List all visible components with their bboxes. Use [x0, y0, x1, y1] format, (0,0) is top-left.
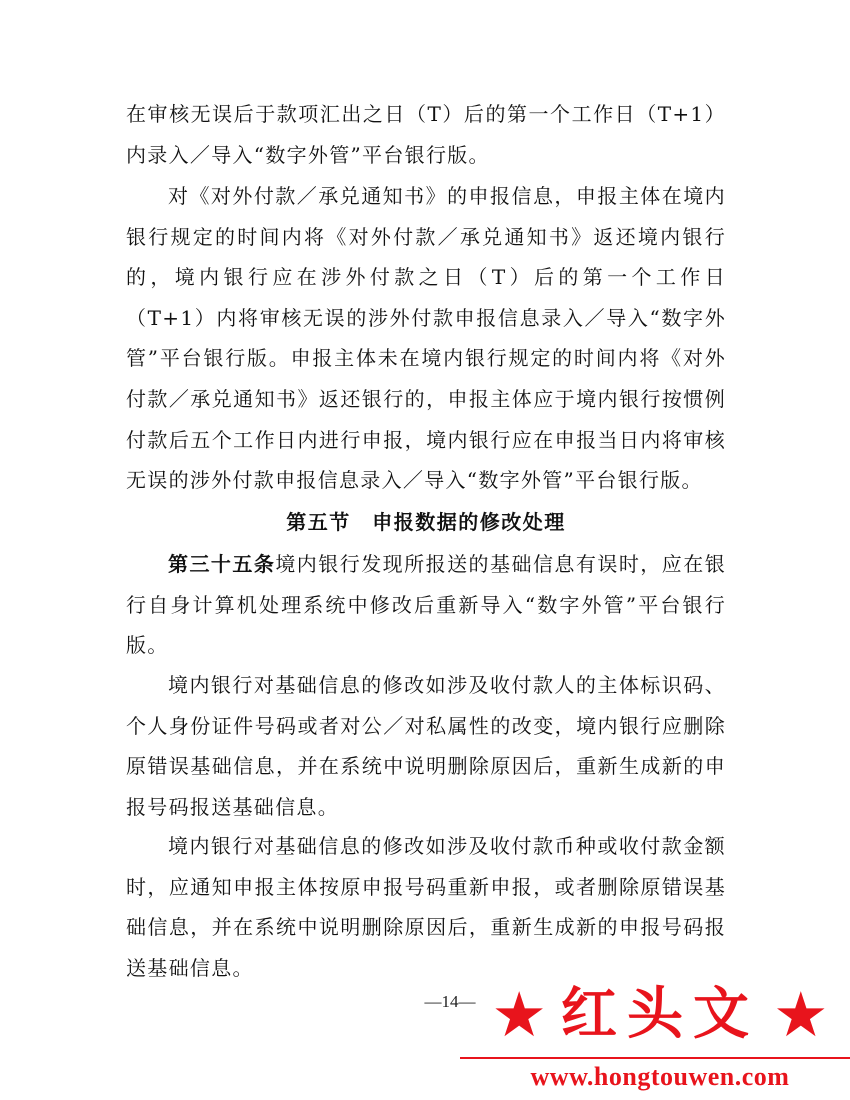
watermark-title-row: [470, 975, 850, 1055]
watermark-title: 红头文: [561, 982, 759, 1047]
article-number: 第三十五条: [168, 552, 276, 576]
watermark-logo: [470, 975, 850, 1100]
section-title: 第五节 申报数据的修改处理: [286, 510, 566, 534]
star-icon: ★: [491, 978, 547, 1051]
paragraph-continuation: 在审核无误后于款项汇出之日（T）后的第一个工作日（T+1）内录入／导入“数字外管”平台银行版。: [126, 102, 726, 167]
page-number: —14—: [424, 992, 476, 1011]
star-icon: ★: [773, 978, 829, 1051]
paragraph-payment-notice: 对《对外付款／承兑通知书》的申报信息，申报主体在境内银行规定的时间内将《对外付款／承兑通知书》返还境内银行的，境内银行应在涉外付款之日（T）后的第一个工作日（T+1）内将审核无误的涉外付款申报信息录入／导入“数字外管”平台银行版。申报主体未在境内银行规定的时间内将《对外付款／承兑通知书》返还银行的，申报主体应于境内银行按惯例付款后五个工作日内进行申报，境内银行应在申报当日内将审核无误的涉外付款申报信息录入／导入“数字外管”平台银行版。: [126, 184, 726, 493]
paragraph-currency-change: 境内银行对基础信息的修改如涉及收付款币种或收付款金额时，应通知申报主体按原申报号码重新申报，或者删除原错误基础信息，并在系统中说明删除原因后，重新生成新的申报号码报送基础信息。: [126, 834, 726, 980]
article-text: 境内银行发现所报送的基础信息有误时，应在银行自身计算机处理系统中修改后重新导入“数字外管”平台银行版。: [126, 552, 726, 658]
watermark-url: www.hongtouwen.com: [530, 1062, 790, 1091]
article-35: [126, 544, 726, 666]
paragraph-subject-change: 境内银行对基础信息的修改如涉及收付款人的主体标识码、个人身份证件号码或者对公／对私属性的改变，境内银行应删除原错误基础信息，并在系统中说明删除原因后，重新生成新的申报号码报送基础信息。: [126, 673, 726, 819]
